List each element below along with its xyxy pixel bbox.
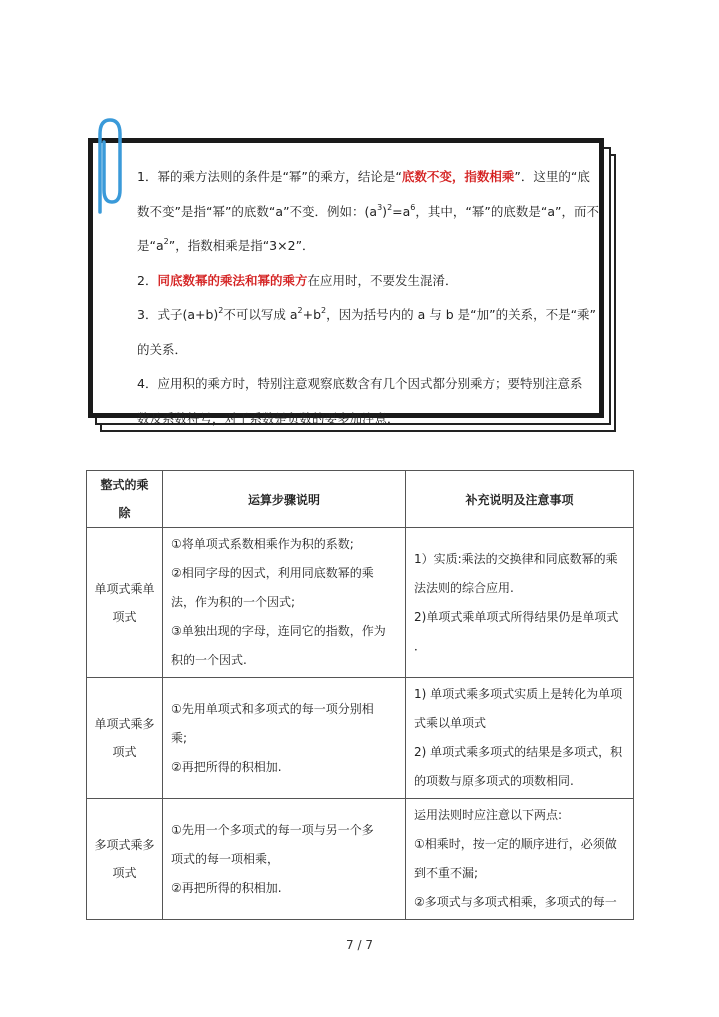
header-col-2: 运算步骤说明 [163,471,406,528]
note-item-3-line-2: 的关系． [137,341,188,357]
header-col-3: 补充说明及注意事项 [406,471,634,528]
row-steps: ①先用单项式和多项式的每一项分别相 乘; ②再把所得的积相加. [163,678,406,799]
note-item-1-line-2: 数不变”是指“幂”的底数“a”不变．例如：$(a^3)^2=a^6$，其中，“幂”的底数是“a”，而不 [137,202,599,219]
row-name: 单项式乘单 项式 [87,528,163,678]
table-row [87,678,634,799]
row-name: 多项式乘多 项式 [87,799,163,920]
table-row [87,528,634,678]
page-number: 7 / 7 [346,938,373,952]
note-item-2: 2．同底数幂的乘法和幂的乘方在应用时，不要发生混淆． [137,272,458,288]
header-col-1: 整式的乘 除 [87,471,163,528]
row-notes: 1）实质:乘法的交换律和同底数幂的乘 法法则的综合应用. 2)单项式乘单项式所得结果仍是单项式 ． [406,528,634,678]
row-notes: 1) 单项式乘多项式实质上是转化为单项 式乘以单项式 2) 单项式乘多项式的结果是多项式，积 的项数与原多项式的项数相同. [406,678,634,799]
note-item-4-line-2: 数及系数符号，对于系数是负数的要多加注意． [137,410,400,426]
row-name: 单项式乘多 项式 [87,678,163,799]
row-notes: 运用法则时应注意以下两点: ①相乘时，按一定的顺序进行，必须做 到不重不漏; ②多项式与多项式相乘，多项式的每一 [406,799,634,920]
polynomial-rules-table [86,470,634,920]
note-item-3-line-1: 3．式子$(a+b)^2$不可以写成 $a^2+b^2$，因为括号内的 a 与 b 是“加”的关系，不是“乘” [137,306,597,322]
table-row [87,799,634,920]
row-steps: ①将单项式系数相乘作为积的系数; ②相同字母的因式，利用同底数幂的乘 法，作为积的一个因式; ③单独出现的字母，连同它的指数，作为 积的一个因式. [163,528,406,678]
row-steps: ①先用一个多项式的每一项与另一个多 项式的每一项相乘， ②再把所得的积相加. [163,799,406,920]
note-item-4-line-1: 4．应用积的乘方时，特别注意观察底数含有几个因式都分别乘方；要特别注意系 [137,376,583,391]
paperclip-icon [88,112,128,222]
note-box [88,138,604,426]
note-item-1-line-1: 1．幂的乘方法则的条件是“幂”的乘方，结论是“底数不变，指数相乘”．这里的“底 [137,169,590,184]
note-item-1-line-3: 是“$a^2$”，指数相乘是指“3×2”． [137,237,315,253]
table-header-row [87,471,634,528]
